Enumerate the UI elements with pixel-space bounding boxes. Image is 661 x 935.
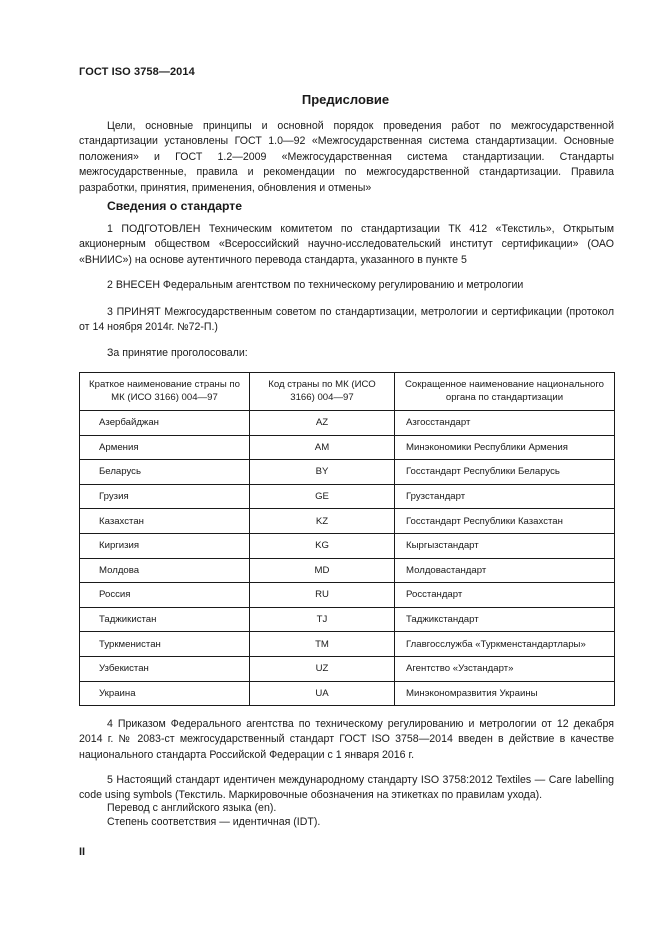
item-5-paragraph: 5 Настоящий стандарт идентичен международному стандарту ISO 3758:2012 Textiles — Care labelling code using symbols (Текстиль. Маркировочные обозначения на этикетках по правилам ухода). xyxy=(79,774,614,802)
country-code-cell: BY xyxy=(250,460,395,485)
country-code-cell: UA xyxy=(250,681,395,706)
national-body-cell: Азгосстандарт xyxy=(395,411,615,436)
item-2-paragraph: 2 ВНЕСЕН Федеральным агентством по техническому регулированию и метрологии xyxy=(107,279,524,291)
table-row xyxy=(80,435,615,460)
header-country-name: Краткое наименование страны по МК (ИСО 3166) 004—97 xyxy=(80,373,250,411)
table-row xyxy=(80,460,615,485)
national-body-cell: Минэкономики Республики Армения xyxy=(395,435,615,460)
national-body-cell: Госстандарт Республики Беларусь xyxy=(395,460,615,485)
header-national-body: Сокращенное наименование национального органа по стандартизации xyxy=(395,373,615,411)
national-body-cell: Госстандарт Республики Казахстан xyxy=(395,509,615,534)
country-name-cell: Туркменистан xyxy=(80,632,250,657)
country-code-cell: AZ xyxy=(250,411,395,436)
national-body-cell: Минэкономразвития Украины xyxy=(395,681,615,706)
item-3-paragraph: 3 ПРИНЯТ Межгосударственным советом по стандартизации, метрологии и сертификации (протокол от 14 ноября 2014г. №72-П.) xyxy=(79,306,614,334)
country-name-cell: Казахстан xyxy=(80,509,250,534)
country-name-cell: Азербайджан xyxy=(80,411,250,436)
table-row xyxy=(80,484,615,509)
item-4-paragraph: 4 Приказом Федерального агентства по техническому регулированию и метрологии от 12 декабря 2014 г. № 2083-ст межгосударственный стандарт ГОСТ ISO 3758—2014 введен в действие в качестве национального стандарта Российской Федерации с 1 января 2016 г. xyxy=(79,718,614,761)
item-1-paragraph: 1 ПОДГОТОВЛЕН Техническим комитетом по стандартизации ТК 412 «Текстиль», Открытым акционерным обществом «Всероссийский научно-исследовательский институт сертификации» (ОАО «ВНИИС») на основе аутентичного перевода стандарта, указанного в пункте 5 xyxy=(79,223,614,266)
country-name-cell: Беларусь xyxy=(80,460,250,485)
national-body-cell: Таджикстандарт xyxy=(395,607,615,632)
country-name-cell: Армения xyxy=(80,435,250,460)
national-body-cell: Молдовастандарт xyxy=(395,558,615,583)
table-row xyxy=(80,681,615,706)
table-header-row xyxy=(80,373,615,411)
country-name-cell: Украина xyxy=(80,681,250,706)
country-name-cell: Узбекистан xyxy=(80,656,250,681)
country-name-cell: Киргизия xyxy=(80,533,250,558)
table-row xyxy=(80,583,615,608)
page-title: Предисловие xyxy=(301,92,390,107)
table-row xyxy=(80,558,615,583)
country-code-cell: TJ xyxy=(250,607,395,632)
national-body-cell: Агентство «Узстандарт» xyxy=(395,656,615,681)
country-name-cell: Грузия xyxy=(80,484,250,509)
country-code-cell: TM xyxy=(250,632,395,657)
country-code-cell: KZ xyxy=(250,509,395,534)
national-body-cell: Главгосслужба «Туркменстандартлары» xyxy=(395,632,615,657)
table-row xyxy=(80,533,615,558)
intro-paragraph: Цели, основные принципы и основной порядок проведения работ по межгосударственной стандартизации установлены ГОСТ 1.0—92 «Межгосударственная система стандартизации. Основные положения» и ГОСТ 1.2—2009 «Межгосударственная система стандартизации. Стандарты межгосударственные, правила и рекомендации по межгосударственной стандартизации. Правила разработки, принятия, применения, обновления и отмены» xyxy=(79,120,614,194)
country-name-cell: Молдова xyxy=(80,558,250,583)
country-code-cell: MD xyxy=(250,558,395,583)
national-body-cell: Росстандарт xyxy=(395,583,615,608)
table-row xyxy=(80,656,615,681)
country-code-cell: GE xyxy=(250,484,395,509)
table-row xyxy=(80,632,615,657)
table-row xyxy=(80,411,615,436)
country-code-cell: KG xyxy=(250,533,395,558)
country-name-cell: Россия xyxy=(80,583,250,608)
conformity-note: Степень соответствия — идентичная (IDT). xyxy=(107,816,321,828)
voted-paragraph: За принятие проголосовали: xyxy=(107,347,248,359)
header-country-code: Код страны по МК (ИСО 3166) 004—97 xyxy=(250,373,395,411)
country-code-cell: AM xyxy=(250,435,395,460)
page-number: II xyxy=(79,846,86,858)
country-name-cell: Таджикистан xyxy=(80,607,250,632)
section-heading: Сведения о стандарте xyxy=(107,199,243,213)
country-code-cell: UZ xyxy=(250,656,395,681)
voting-table xyxy=(79,372,615,706)
document-header: ГОСТ ISO 3758—2014 xyxy=(79,66,195,78)
national-body-cell: Грузстандарт xyxy=(395,484,615,509)
table-row xyxy=(80,509,615,534)
country-code-cell: RU xyxy=(250,583,395,608)
table-row xyxy=(80,607,615,632)
translation-note: Перевод с английского языка (en). xyxy=(107,802,277,814)
national-body-cell: Кыргызстандарт xyxy=(395,533,615,558)
